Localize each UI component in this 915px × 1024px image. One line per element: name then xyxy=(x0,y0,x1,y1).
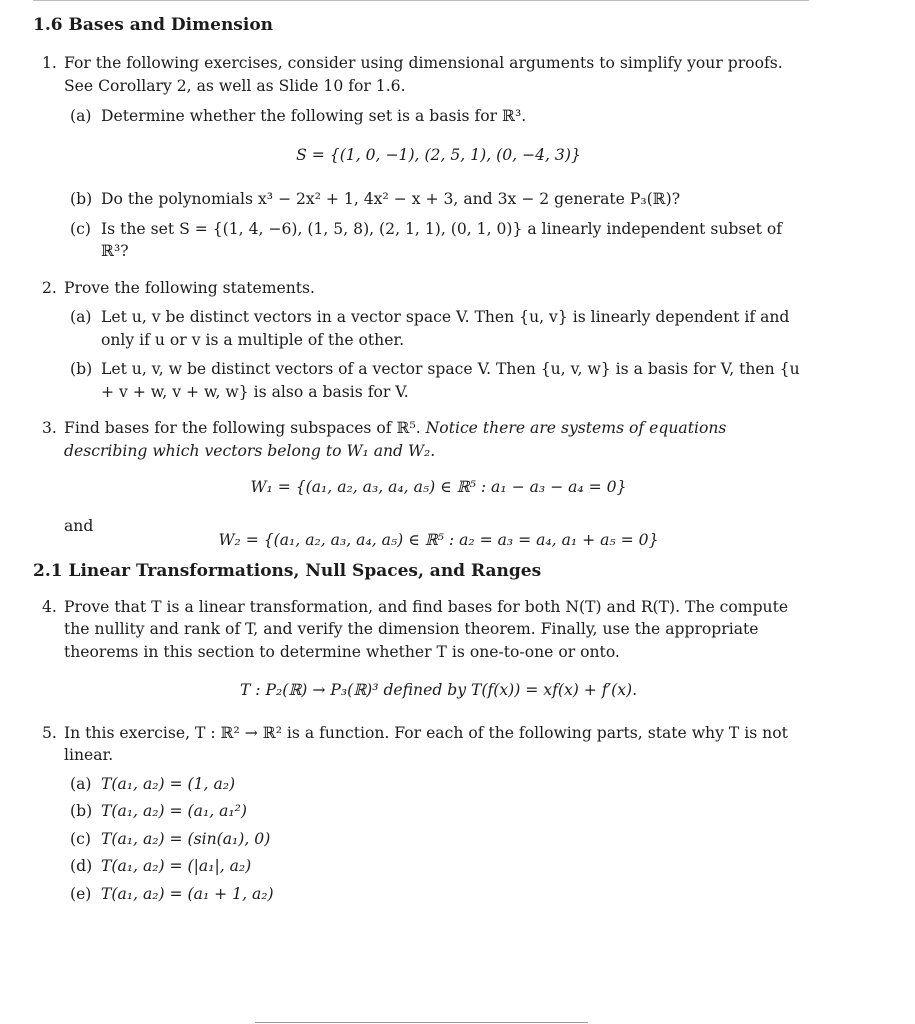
part-label: (d) xyxy=(70,857,93,875)
problem-text: In this exercise, T : ℝ² → ℝ² is a function. For each of the following parts, state why T is not linear. xyxy=(64,723,788,764)
parts-list xyxy=(64,773,813,906)
part-text: Let u, v, w be distinct vectors of a vector space V. Then {u, v, w} is a basis for V, then {u + v + w, v + w, w} is also a basis for V. xyxy=(101,360,800,401)
problem-part xyxy=(64,883,813,906)
part-text: T(a₁, a₂) = (a₁ + 1, a₂) xyxy=(101,884,274,903)
problem-part xyxy=(64,828,813,851)
problem-text: Prove that T is a linear transformation, and find bases for both N(T) and R(T). The compute the nullity and rank of T, and verify the dimension theorem. Finally, use the appropriate theorems in this section to determine whether T is one-to-one or onto. xyxy=(64,597,789,661)
problem-part xyxy=(64,773,813,796)
problem-part xyxy=(64,358,813,403)
part-label: (c) xyxy=(70,829,91,848)
problem-part xyxy=(64,105,813,128)
problem-part xyxy=(64,188,813,211)
part-text: Do the polynomials x³ − 2x² + 1, 4x² − x + 3, and 3x − 2 generate P₃(ℝ)? xyxy=(101,190,681,208)
problem-number: 2. xyxy=(42,278,57,297)
problem-5 xyxy=(42,722,813,911)
problem-text-plain: Find bases for the following subspaces of ℝ⁵. xyxy=(64,419,421,437)
part-label: (a) xyxy=(70,107,92,125)
top-rule xyxy=(33,0,809,1)
problem-part xyxy=(64,855,813,878)
part-label: (a) xyxy=(70,308,92,326)
connector-text: and xyxy=(64,516,94,535)
part-text: T(a₁, a₂) = (a₁, a₁²) xyxy=(101,802,247,820)
footnote-rule xyxy=(255,1022,588,1023)
equation: T : P₂(ℝ) → P₃(ℝ)³ defined by T(f(x)) = xf(x) + f′(x). xyxy=(239,681,638,699)
part-label: (b) xyxy=(70,190,93,208)
part-label: (e) xyxy=(70,884,92,903)
part-text: Determine whether the following set is a basis for ℝ³. xyxy=(101,107,527,125)
problem-text xyxy=(64,417,813,462)
equation: W₂ = {(a₁, a₂, a₃, a₄, a₅) ∈ ℝ⁵ : a₂ = a₃ = a₄, a₁ + a₅ = 0} xyxy=(218,531,659,549)
equation: S = {(1, 0, −1), (2, 5, 1), (0, −4, 3)} xyxy=(296,145,581,164)
problem-part xyxy=(64,218,813,263)
part-label: (a) xyxy=(70,774,92,793)
problem-text: For the following exercises, consider using dimensional arguments to simplify your proofs. See Corollary 2, as well as Slide 10 for 1.6. xyxy=(64,54,783,95)
problem-2 xyxy=(42,277,813,404)
problem-number: 3. xyxy=(42,419,57,437)
problem-text: Prove the following statements. xyxy=(64,278,316,297)
equation: W₁ = {(a₁, a₂, a₃, a₄, a₅) ∈ ℝ⁵ : a₁ − a₃ − a₄ = 0} xyxy=(250,478,627,496)
problem-number: 5. xyxy=(42,723,57,742)
problem-part xyxy=(64,306,813,351)
problem-text-italic: Notice there are systems of equations describing which vectors belong to W₁ and W₂. xyxy=(64,419,727,460)
part-text: T(a₁, a₂) = (1, a₂) xyxy=(101,774,236,793)
part-text: Is the set S = {(1, 4, −6), (1, 5, 8), (2, 1, 1), (0, 1, 0)} a linearly independent subset of ℝ³? xyxy=(101,219,782,260)
problem-part xyxy=(64,800,813,823)
part-text: T(a₁, a₂) = (sin(a₁), 0) xyxy=(101,829,271,848)
section-title: 2.1 Linear Transformations, Null Spaces, and Ranges xyxy=(33,560,542,581)
problem-number: 1. xyxy=(42,54,57,72)
part-label: (b) xyxy=(70,802,93,820)
document-page xyxy=(33,12,813,910)
part-text: T(a₁, a₂) = (|a₁|, a₂) xyxy=(101,857,252,875)
problem-4 xyxy=(42,596,813,722)
problem-3 xyxy=(42,417,813,556)
problem-number: 4. xyxy=(42,597,57,616)
problem-1 xyxy=(42,52,813,263)
section-title: 1.6 Bases and Dimension xyxy=(33,15,274,35)
part-text: Let u, v be distinct vectors in a vector space V. Then {u, v} is linearly dependent if and only if u or v is a multiple of the other. xyxy=(101,308,790,349)
part-label: (b) xyxy=(70,360,93,378)
part-label: (c) xyxy=(70,219,91,238)
